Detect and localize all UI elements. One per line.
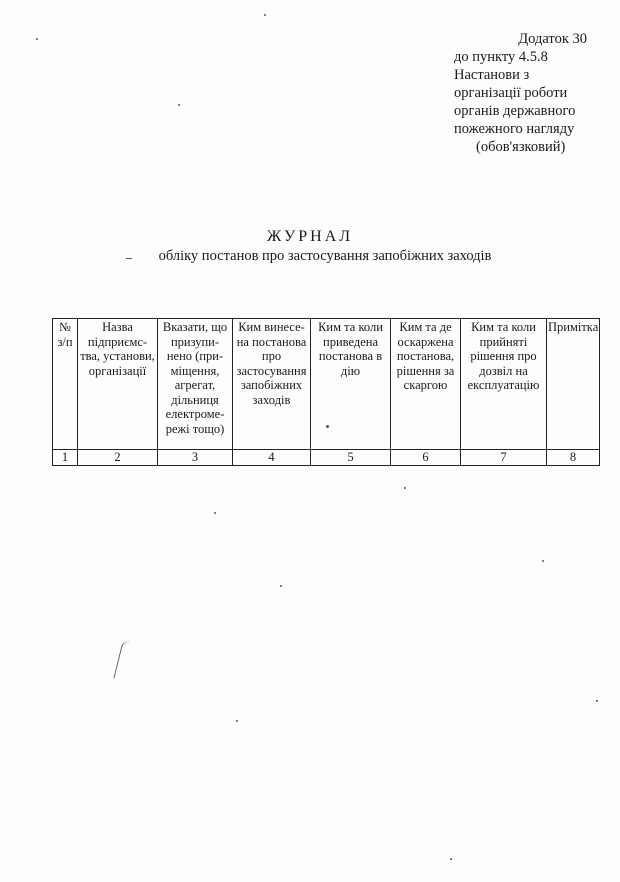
scan-speck [326, 425, 329, 428]
column-number: 8 [547, 450, 600, 466]
column-number: 2 [78, 450, 158, 466]
column-header: Ким винесе-на постанова про застосування запобіжних заходів [233, 319, 311, 450]
scan-speck [214, 512, 216, 514]
column-header: Примітка [547, 319, 600, 450]
column-header: Вказати, що призупи-нено (при-міщення, агрегат, дільниця електроме-режі тощо) [158, 319, 233, 450]
annex-note [448, 30, 613, 156]
document-subtitle: обліку постанов про застосування запобіжних заходів [158, 248, 492, 264]
column-number: 4 [233, 450, 311, 466]
column-number: 5 [311, 450, 391, 466]
annex-line: органів державного [454, 103, 576, 119]
document-title: ЖУРНАЛ [266, 228, 354, 245]
column-header: Ким та коли прийняті рішення про дозвіл на експлуатацію [461, 319, 547, 450]
pen-mark [113, 640, 131, 681]
scan-speck [264, 14, 266, 16]
annex-line: до пункту 4.5.8 [454, 49, 548, 65]
annex-line: Додаток 30 [518, 31, 587, 47]
column-header: № з/п [53, 319, 78, 450]
column-header: Ким та коли приведена постанова в дію [311, 319, 391, 450]
scan-speck [542, 560, 544, 562]
column-number: 7 [461, 450, 547, 466]
table-header-row [53, 319, 600, 450]
column-number: 6 [391, 450, 461, 466]
table-row [53, 450, 600, 466]
scan-speck [280, 585, 282, 587]
column-header: Назва підприємс-тва, установи, організації [78, 319, 158, 450]
journal-table [52, 318, 600, 466]
column-number: 3 [158, 450, 233, 466]
scan-speck [178, 104, 180, 106]
scan-speck [36, 38, 38, 40]
column-header: Ким та де оскаржена постанова, рішення за скаргою [391, 319, 461, 450]
scan-speck [450, 858, 452, 860]
scan-speck [236, 720, 238, 722]
column-number: 1 [53, 450, 78, 466]
annex-line: (обов'язковий) [476, 139, 566, 155]
annex-line: пожежного нагляду [454, 121, 575, 137]
annex-line: організації роботи [454, 85, 568, 101]
scan-speck [404, 487, 406, 489]
scan-speck [596, 700, 598, 702]
annex-line: Настанови з [454, 67, 530, 83]
scan-speck [126, 258, 132, 259]
